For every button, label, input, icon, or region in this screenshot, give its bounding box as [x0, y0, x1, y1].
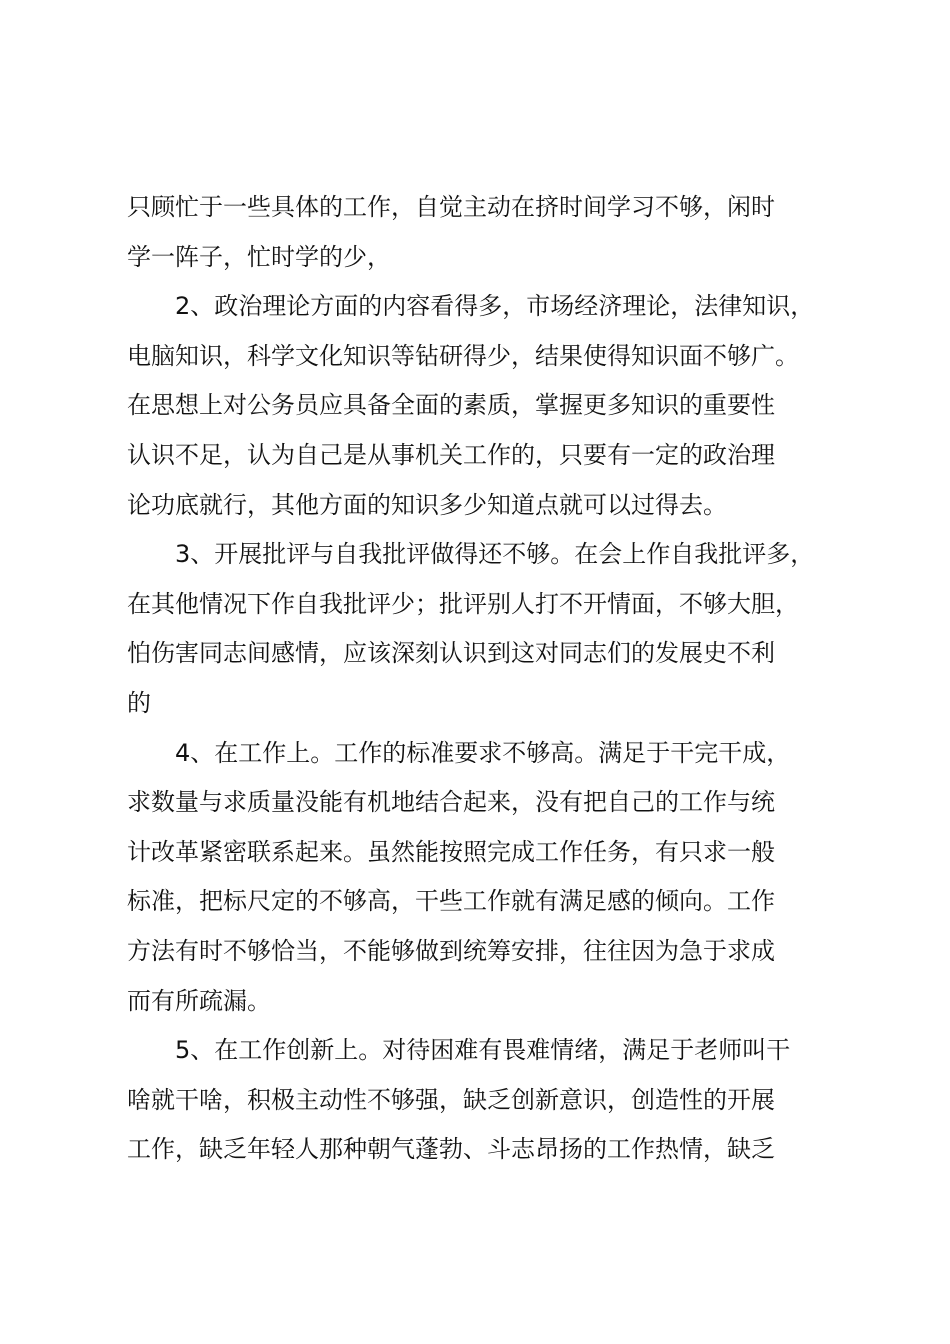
text-line: 2、政治理论方面的内容看得多，市场经济理论，法律知识， [175, 292, 815, 321]
text-line: 啥就干啥，积极主动性不够强，缺乏创新意识，创造性的开展 [127, 1085, 775, 1114]
paragraph-2 [127, 282, 857, 530]
paragraph-5 [127, 1026, 857, 1175]
text-line: 4、在工作上。工作的标准要求不够高。满足于干完干成， [175, 738, 791, 767]
text-line: 只顾忙于一些具体的工作，自觉主动在挤时间学习不够，闲时 [127, 193, 775, 221]
text-line: 标准，把标尺定的不够高，干些工作就有满足感的倾向。工作 [127, 887, 775, 916]
text-line: 工作，缺乏年轻人那种朝气蓬勃、斗志昂扬的工作热情，缺乏 [127, 1135, 775, 1164]
text-line: 而有所疏漏。 [127, 986, 271, 1015]
text-line: 学一阵子，忙时学的少， [127, 242, 391, 271]
paragraph-4 [127, 729, 857, 1027]
text-line: 3、开展批评与自我批评做得还不够。在会上作自我批评多， [175, 540, 815, 569]
text-line: 的 [127, 688, 151, 717]
text-line: 方法有时不够恰当，不能够做到统筹安排，往往因为急于求成 [127, 936, 775, 965]
document-body [127, 183, 857, 1175]
paragraph-1 [127, 183, 857, 282]
text-line: 论功底就行，其他方面的知识多少知道点就可以过得去。 [127, 490, 727, 519]
text-line: 在其他情况下作自我批评少；批评别人打不开情面，不够大胆， [127, 589, 799, 618]
text-line: 怕伤害同志间感情，应该深刻认识到这对同志们的发展史不利 [127, 639, 775, 668]
text-line: 求数量与求质量没能有机地结合起来，没有把自己的工作与统 [127, 788, 775, 817]
text-line: 电脑知识，科学文化知识等钻研得少，结果使得知识面不够广。 [127, 341, 799, 370]
text-line: 5、在工作创新上。对待困难有畏难情绪，满足于老师叫干 [175, 1036, 791, 1065]
text-line: 在思想上对公务员应具备全面的素质，掌握更多知识的重要性 [127, 391, 775, 420]
paragraph-3 [127, 530, 857, 728]
text-line: 认识不足，认为自己是从事机关工作的，只要有一定的政治理 [127, 440, 775, 469]
text-line: 计改革紧密联系起来。虽然能按照完成工作任务，有只求一般 [127, 837, 775, 866]
